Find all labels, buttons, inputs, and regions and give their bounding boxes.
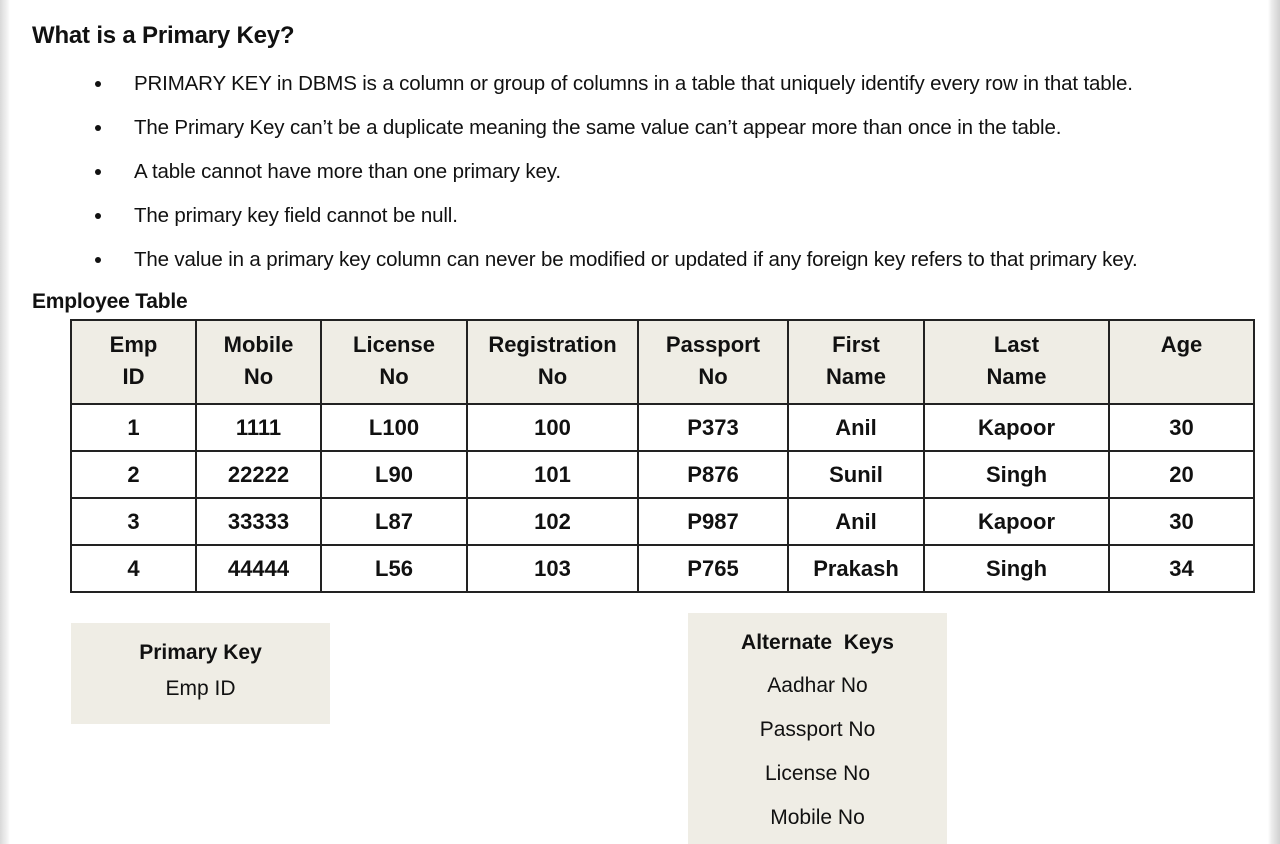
table-cell: L90: [321, 451, 467, 498]
table-caption: Employee Table: [32, 290, 188, 313]
bullet-text: The Primary Key can’t be a duplicate meaning the same value can’t appear more than once in the table.: [134, 116, 1062, 139]
table-header-row: [71, 320, 1254, 404]
table-cell: 44444: [196, 545, 321, 592]
table-row: [71, 404, 1254, 451]
column-header-first-name: First Name: [788, 320, 924, 404]
table-cell: 101: [467, 451, 638, 498]
table-cell: 22222: [196, 451, 321, 498]
column-header-mobile-no: Mobile No: [196, 320, 321, 404]
table-cell: Singh: [924, 545, 1109, 592]
table-cell: Anil: [788, 404, 924, 451]
alternate-key-item: Mobile No: [770, 806, 865, 829]
table-cell: 1111: [196, 404, 321, 451]
bullet-text: PRIMARY KEY in DBMS is a column or group of columns in a table that uniquely identify every row in that table.: [134, 72, 1133, 95]
table-cell: 34: [1109, 545, 1254, 592]
column-header-last-name: Last Name: [924, 320, 1109, 404]
bullet-text: A table cannot have more than one primary key.: [134, 160, 561, 183]
primary-key-box: [71, 623, 330, 724]
table-cell: 3: [71, 498, 196, 545]
table-cell: L87: [321, 498, 467, 545]
table-cell: P876: [638, 451, 788, 498]
alternate-key-item: License No: [764, 762, 871, 785]
column-header-registration-no: Registration No: [467, 320, 638, 404]
employee-table: [70, 319, 1255, 593]
table-cell: Prakash: [788, 545, 924, 592]
bullet-item: [90, 242, 1260, 286]
table-cell: P987: [638, 498, 788, 545]
table-cell: 102: [467, 498, 638, 545]
column-header-age: Age: [1109, 320, 1254, 404]
bullet-text: The value in a primary key column can never be modified or updated if any foreign key refers to that primary key.: [134, 248, 1138, 271]
table-cell: Sunil: [788, 451, 924, 498]
table-cell: L56: [321, 545, 467, 592]
definition-bullet-list: [90, 66, 1260, 286]
table-cell: 100: [467, 404, 638, 451]
bullet-dot-icon: [95, 81, 101, 87]
alternate-keys-box: [688, 613, 947, 844]
bullet-dot-icon: [95, 125, 101, 131]
alternate-keys-list: [688, 673, 947, 831]
column-header-license-no: License No: [321, 320, 467, 404]
table-cell: 33333: [196, 498, 321, 545]
table-row: [71, 498, 1254, 545]
table-cell: Kapoor: [924, 498, 1109, 545]
table-cell: Singh: [924, 451, 1109, 498]
bullet-dot-icon: [95, 257, 101, 263]
primary-key-item: Emp ID: [165, 677, 236, 700]
table-row: [71, 451, 1254, 498]
bullet-dot-icon: [95, 213, 101, 219]
alternate-key-item: Passport No: [759, 718, 876, 741]
table-cell: 1: [71, 404, 196, 451]
table-cell: L100: [321, 404, 467, 451]
alternate-keys-title: Alternate Keys: [741, 631, 894, 654]
bullet-item: [90, 198, 1260, 242]
table-cell: 20: [1109, 451, 1254, 498]
bullet-item: [90, 110, 1260, 154]
bullet-item: [90, 66, 1260, 110]
table-cell: P765: [638, 545, 788, 592]
page-edge-left: [0, 0, 10, 844]
column-header-passport-no: Passport No: [638, 320, 788, 404]
table-cell: 103: [467, 545, 638, 592]
bullet-text: The primary key field cannot be null.: [134, 204, 458, 227]
table-cell: Kapoor: [924, 404, 1109, 451]
bullet-dot-icon: [95, 169, 101, 175]
bullet-item: [90, 154, 1260, 198]
table-cell: 4: [71, 545, 196, 592]
alternate-key-item: Aadhar No: [767, 674, 868, 697]
table-cell: P373: [638, 404, 788, 451]
table-cell: 30: [1109, 404, 1254, 451]
table-cell: 2: [71, 451, 196, 498]
column-header-emp-id: Emp ID: [71, 320, 196, 404]
table-cell: 30: [1109, 498, 1254, 545]
table-row: [71, 545, 1254, 592]
primary-key-title: Primary Key: [139, 641, 262, 664]
page-edge-right: [1268, 0, 1280, 844]
page-title: What is a Primary Key?: [32, 22, 295, 49]
table-cell: Anil: [788, 498, 924, 545]
